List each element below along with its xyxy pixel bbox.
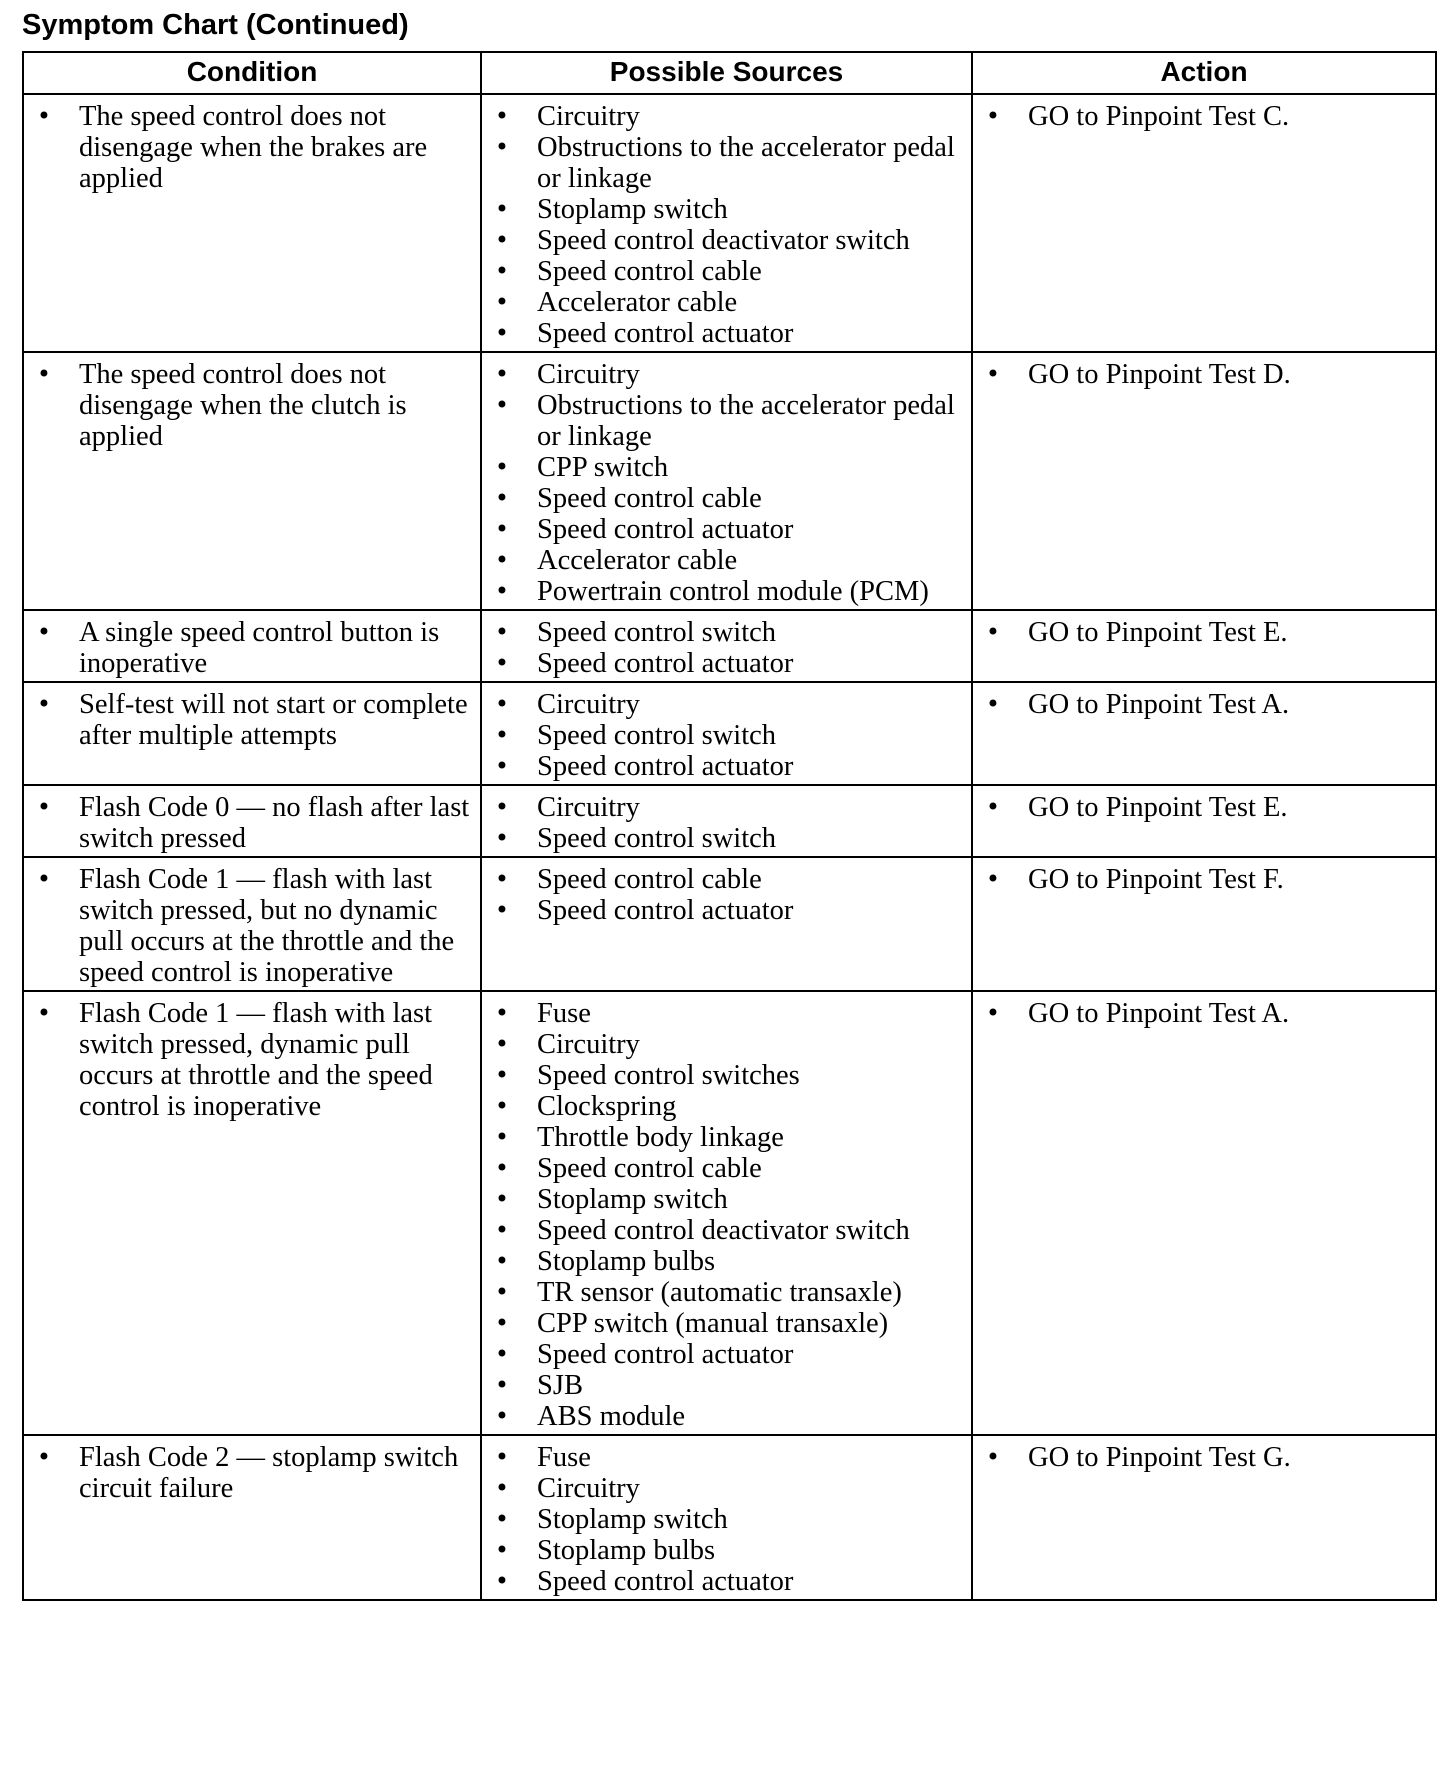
bullet-icon: • bbox=[494, 195, 510, 223]
bullet-icon: • bbox=[494, 1536, 510, 1564]
action-item-text: GO to Pinpoint Test C. bbox=[1028, 101, 1290, 132]
chart-title: Symptom Chart (Continued) bbox=[22, 9, 409, 41]
action-cell bbox=[972, 352, 1436, 610]
source-item bbox=[482, 895, 971, 926]
bullet-icon: • bbox=[494, 721, 510, 749]
bullet-icon: • bbox=[494, 360, 510, 388]
condition-cell bbox=[23, 682, 481, 785]
bullet-icon: • bbox=[494, 288, 510, 316]
bullet-icon: • bbox=[36, 102, 52, 130]
action-item-text: GO to Pinpoint Test E. bbox=[1028, 617, 1288, 648]
action-item bbox=[973, 998, 1435, 1029]
condition-list bbox=[24, 1442, 480, 1504]
source-item bbox=[482, 1029, 971, 1060]
source-item-text: Fuse bbox=[537, 1442, 591, 1473]
possible-sources-cell bbox=[481, 610, 972, 682]
possible-sources-cell bbox=[481, 857, 972, 991]
bullet-icon: • bbox=[494, 1247, 510, 1275]
possible-sources-list bbox=[482, 998, 971, 1432]
bullet-icon: • bbox=[494, 546, 510, 574]
condition-cell bbox=[23, 991, 481, 1435]
action-list bbox=[973, 689, 1435, 720]
source-item bbox=[482, 823, 971, 854]
bullet-icon: • bbox=[494, 1185, 510, 1213]
source-item bbox=[482, 1184, 971, 1215]
source-item-text: Speed control switch bbox=[537, 823, 777, 854]
source-item bbox=[482, 1308, 971, 1339]
action-item-text: GO to Pinpoint Test D. bbox=[1028, 359, 1291, 390]
source-item bbox=[482, 1442, 971, 1473]
bullet-icon: • bbox=[36, 999, 52, 1027]
bullet-icon: • bbox=[494, 577, 510, 605]
possible-sources-list bbox=[482, 617, 971, 679]
condition-item bbox=[24, 1442, 480, 1504]
source-item-text: Speed control deactivator switch bbox=[537, 225, 910, 256]
bullet-icon: • bbox=[36, 865, 52, 893]
source-item-text: Speed control switch bbox=[537, 617, 777, 648]
source-item-text: Speed control deactivator switch bbox=[537, 1215, 910, 1246]
source-item bbox=[482, 720, 971, 751]
bullet-icon: • bbox=[494, 1154, 510, 1182]
source-item bbox=[482, 225, 971, 256]
source-item bbox=[482, 1566, 971, 1597]
source-item bbox=[482, 318, 971, 349]
table-row bbox=[23, 352, 1436, 610]
bullet-icon: • bbox=[494, 1061, 510, 1089]
source-item bbox=[482, 514, 971, 545]
source-item-text: Speed control cable bbox=[537, 256, 762, 287]
condition-item bbox=[24, 792, 480, 854]
bullet-icon: • bbox=[494, 752, 510, 780]
source-item bbox=[482, 689, 971, 720]
source-item bbox=[482, 751, 971, 782]
bullet-icon: • bbox=[494, 1278, 510, 1306]
bullet-icon: • bbox=[494, 133, 510, 161]
condition-item-text: A single speed control button is inoperative bbox=[79, 617, 440, 679]
bullet-icon: • bbox=[985, 360, 1001, 388]
table-row bbox=[23, 94, 1436, 352]
bullet-icon: • bbox=[494, 690, 510, 718]
bullet-icon: • bbox=[36, 618, 52, 646]
condition-cell bbox=[23, 785, 481, 857]
source-item-text: Circuitry bbox=[537, 1029, 640, 1060]
possible-sources-cell bbox=[481, 352, 972, 610]
condition-item bbox=[24, 998, 480, 1122]
source-item-text: Speed control actuator bbox=[537, 751, 794, 782]
condition-item bbox=[24, 689, 480, 751]
condition-item bbox=[24, 101, 480, 194]
condition-item bbox=[24, 864, 480, 988]
source-item bbox=[482, 576, 971, 607]
source-item-text: Circuitry bbox=[537, 359, 640, 390]
source-item bbox=[482, 1246, 971, 1277]
source-item-text: Stoplamp switch bbox=[537, 1504, 728, 1535]
bullet-icon: • bbox=[494, 824, 510, 852]
table-row bbox=[23, 857, 1436, 991]
action-list bbox=[973, 864, 1435, 895]
bullet-icon: • bbox=[985, 865, 1001, 893]
possible-sources-cell bbox=[481, 94, 972, 352]
condition-item-text: The speed control does not disengage when the clutch is applied bbox=[79, 359, 407, 452]
source-item bbox=[482, 617, 971, 648]
possible-sources-cell bbox=[481, 991, 972, 1435]
source-item-text: Speed control cable bbox=[537, 483, 762, 514]
source-item-text: Speed control cable bbox=[537, 1153, 762, 1184]
bullet-icon: • bbox=[494, 999, 510, 1027]
source-item-text: Fuse bbox=[537, 998, 591, 1029]
condition-cell bbox=[23, 610, 481, 682]
source-item-text: Powertrain control module (PCM) bbox=[537, 576, 929, 607]
action-list bbox=[973, 1442, 1435, 1473]
action-cell bbox=[972, 682, 1436, 785]
table-row bbox=[23, 1435, 1436, 1600]
source-item-text: Circuitry bbox=[537, 689, 640, 720]
condition-cell bbox=[23, 857, 481, 991]
source-item bbox=[482, 483, 971, 514]
source-item bbox=[482, 545, 971, 576]
condition-list bbox=[24, 998, 480, 1122]
condition-item-text: Flash Code 1 — flash with last switch pressed, dynamic pull occurs at throttle and the speed control is inoperative bbox=[79, 998, 433, 1122]
bullet-icon: • bbox=[36, 690, 52, 718]
bullet-icon: • bbox=[985, 999, 1001, 1027]
action-item-text: GO to Pinpoint Test F. bbox=[1028, 864, 1284, 895]
header-possible-sources: Possible Sources bbox=[481, 52, 972, 94]
source-item-text: Circuitry bbox=[537, 792, 640, 823]
action-cell bbox=[972, 785, 1436, 857]
source-item-text: TR sensor (automatic transaxle) bbox=[537, 1277, 902, 1308]
bullet-icon: • bbox=[494, 649, 510, 677]
header-action: Action bbox=[972, 52, 1436, 94]
bullet-icon: • bbox=[494, 793, 510, 821]
source-item-text: Clockspring bbox=[537, 1091, 677, 1122]
source-item bbox=[482, 998, 971, 1029]
possible-sources-list bbox=[482, 864, 971, 926]
possible-sources-cell bbox=[481, 1435, 972, 1600]
condition-item-text: Flash Code 1 — flash with last switch pressed, but no dynamic pull occurs at the throttle and the speed control is inoperative bbox=[79, 864, 455, 988]
action-list bbox=[973, 792, 1435, 823]
bullet-icon: • bbox=[494, 1474, 510, 1502]
source-item-text: Obstructions to the accelerator pedal or linkage bbox=[537, 390, 955, 452]
condition-cell bbox=[23, 352, 481, 610]
source-item-text: Circuitry bbox=[537, 1473, 640, 1504]
source-item bbox=[482, 390, 971, 452]
action-item-text: GO to Pinpoint Test A. bbox=[1028, 998, 1290, 1029]
bullet-icon: • bbox=[494, 257, 510, 285]
bullet-icon: • bbox=[494, 1123, 510, 1151]
source-item bbox=[482, 864, 971, 895]
source-item-text: Speed control actuator bbox=[537, 1339, 794, 1370]
action-cell bbox=[972, 610, 1436, 682]
source-item bbox=[482, 1091, 971, 1122]
action-cell bbox=[972, 1435, 1436, 1600]
source-item bbox=[482, 1401, 971, 1432]
source-item bbox=[482, 452, 971, 483]
bullet-icon: • bbox=[985, 102, 1001, 130]
source-item bbox=[482, 1153, 971, 1184]
source-item bbox=[482, 1339, 971, 1370]
bullet-icon: • bbox=[494, 1092, 510, 1120]
condition-cell bbox=[23, 94, 481, 352]
possible-sources-list bbox=[482, 359, 971, 607]
action-list bbox=[973, 359, 1435, 390]
action-item bbox=[973, 792, 1435, 823]
source-item bbox=[482, 1060, 971, 1091]
source-item bbox=[482, 1277, 971, 1308]
source-item bbox=[482, 287, 971, 318]
source-item-text: CPP switch bbox=[537, 452, 669, 483]
source-item-text: Speed control actuator bbox=[537, 514, 794, 545]
table-row bbox=[23, 785, 1436, 857]
bullet-icon: • bbox=[36, 793, 52, 821]
bullet-icon: • bbox=[494, 484, 510, 512]
bullet-icon: • bbox=[36, 1443, 52, 1471]
bullet-icon: • bbox=[494, 391, 510, 419]
source-item-text: Speed control cable bbox=[537, 864, 762, 895]
action-item-text: GO to Pinpoint Test G. bbox=[1028, 1442, 1291, 1473]
action-cell bbox=[972, 991, 1436, 1435]
bullet-icon: • bbox=[494, 453, 510, 481]
bullet-icon: • bbox=[494, 1505, 510, 1533]
source-item-text: Speed control switch bbox=[537, 720, 777, 751]
source-item bbox=[482, 132, 971, 194]
bullet-icon: • bbox=[494, 1371, 510, 1399]
bullet-icon: • bbox=[494, 1309, 510, 1337]
condition-list bbox=[24, 617, 480, 679]
bullet-icon: • bbox=[494, 1216, 510, 1244]
condition-list bbox=[24, 689, 480, 751]
source-item-text: Speed control actuator bbox=[537, 895, 794, 926]
source-item-text: Circuitry bbox=[537, 101, 640, 132]
possible-sources-list bbox=[482, 792, 971, 854]
source-item bbox=[482, 1504, 971, 1535]
source-item bbox=[482, 1370, 971, 1401]
bullet-icon: • bbox=[985, 690, 1001, 718]
source-item bbox=[482, 1473, 971, 1504]
bullet-icon: • bbox=[985, 618, 1001, 646]
source-item-text: Speed control actuator bbox=[537, 648, 794, 679]
action-cell bbox=[972, 94, 1436, 352]
condition-item-text: Flash Code 0 — no flash after last switch pressed bbox=[79, 792, 470, 854]
table-body bbox=[23, 94, 1436, 1600]
condition-list bbox=[24, 101, 480, 194]
condition-cell bbox=[23, 1435, 481, 1600]
condition-list bbox=[24, 359, 480, 452]
condition-item-text: Self-test will not start or complete after multiple attempts bbox=[79, 689, 468, 751]
header-condition: Condition bbox=[23, 52, 481, 94]
source-item bbox=[482, 256, 971, 287]
bullet-icon: • bbox=[494, 319, 510, 347]
condition-item bbox=[24, 617, 480, 679]
bullet-icon: • bbox=[985, 793, 1001, 821]
source-item-text: Accelerator cable bbox=[537, 287, 738, 318]
table-row bbox=[23, 610, 1436, 682]
source-item bbox=[482, 359, 971, 390]
bullet-icon: • bbox=[494, 1030, 510, 1058]
source-item-text: Speed control actuator bbox=[537, 318, 794, 349]
source-item-text: CPP switch (manual transaxle) bbox=[537, 1308, 889, 1339]
source-item bbox=[482, 1535, 971, 1566]
bullet-icon: • bbox=[985, 1443, 1001, 1471]
symptom-table bbox=[22, 51, 1437, 1601]
possible-sources-cell bbox=[481, 682, 972, 785]
table-row bbox=[23, 682, 1436, 785]
condition-item-text: The speed control does not disengage when the brakes are applied bbox=[79, 101, 428, 194]
possible-sources-list bbox=[482, 1442, 971, 1597]
possible-sources-cell bbox=[481, 785, 972, 857]
condition-item-text: Flash Code 2 — stoplamp switch circuit failure bbox=[79, 1442, 459, 1504]
action-item bbox=[973, 864, 1435, 895]
bullet-icon: • bbox=[494, 1443, 510, 1471]
source-item-text: Obstructions to the accelerator pedal or linkage bbox=[537, 132, 955, 194]
bullet-icon: • bbox=[494, 1340, 510, 1368]
condition-list bbox=[24, 792, 480, 854]
bullet-icon: • bbox=[494, 515, 510, 543]
source-item-text: Throttle body linkage bbox=[537, 1122, 784, 1153]
source-item bbox=[482, 1122, 971, 1153]
action-item-text: GO to Pinpoint Test E. bbox=[1028, 792, 1288, 823]
source-item bbox=[482, 194, 971, 225]
source-item-text: SJB bbox=[537, 1370, 583, 1401]
source-item bbox=[482, 101, 971, 132]
bullet-icon: • bbox=[494, 1402, 510, 1430]
source-item-text: Stoplamp bulbs bbox=[537, 1246, 716, 1277]
source-item-text: Stoplamp switch bbox=[537, 1184, 728, 1215]
action-item bbox=[973, 1442, 1435, 1473]
table-row bbox=[23, 991, 1436, 1435]
possible-sources-list bbox=[482, 689, 971, 782]
source-item-text: Accelerator cable bbox=[537, 545, 738, 576]
bullet-icon: • bbox=[36, 360, 52, 388]
action-list bbox=[973, 617, 1435, 648]
bullet-icon: • bbox=[494, 865, 510, 893]
source-item-text: Stoplamp switch bbox=[537, 194, 728, 225]
action-item bbox=[973, 689, 1435, 720]
source-item-text: ABS module bbox=[537, 1401, 686, 1432]
bullet-icon: • bbox=[494, 102, 510, 130]
action-item bbox=[973, 617, 1435, 648]
action-list bbox=[973, 998, 1435, 1029]
bullet-icon: • bbox=[494, 618, 510, 646]
action-item bbox=[973, 101, 1435, 132]
condition-item bbox=[24, 359, 480, 452]
action-list bbox=[973, 101, 1435, 132]
source-item bbox=[482, 1215, 971, 1246]
bullet-icon: • bbox=[494, 1567, 510, 1595]
source-item-text: Speed control actuator bbox=[537, 1566, 794, 1597]
bullet-icon: • bbox=[494, 226, 510, 254]
table-header-row bbox=[23, 52, 1436, 94]
possible-sources-list bbox=[482, 101, 971, 349]
action-item bbox=[973, 359, 1435, 390]
source-item bbox=[482, 792, 971, 823]
source-item-text: Stoplamp bulbs bbox=[537, 1535, 716, 1566]
bullet-icon: • bbox=[494, 896, 510, 924]
source-item bbox=[482, 648, 971, 679]
source-item-text: Speed control switches bbox=[537, 1060, 800, 1091]
action-cell bbox=[972, 857, 1436, 991]
condition-list bbox=[24, 864, 480, 988]
action-item-text: GO to Pinpoint Test A. bbox=[1028, 689, 1290, 720]
